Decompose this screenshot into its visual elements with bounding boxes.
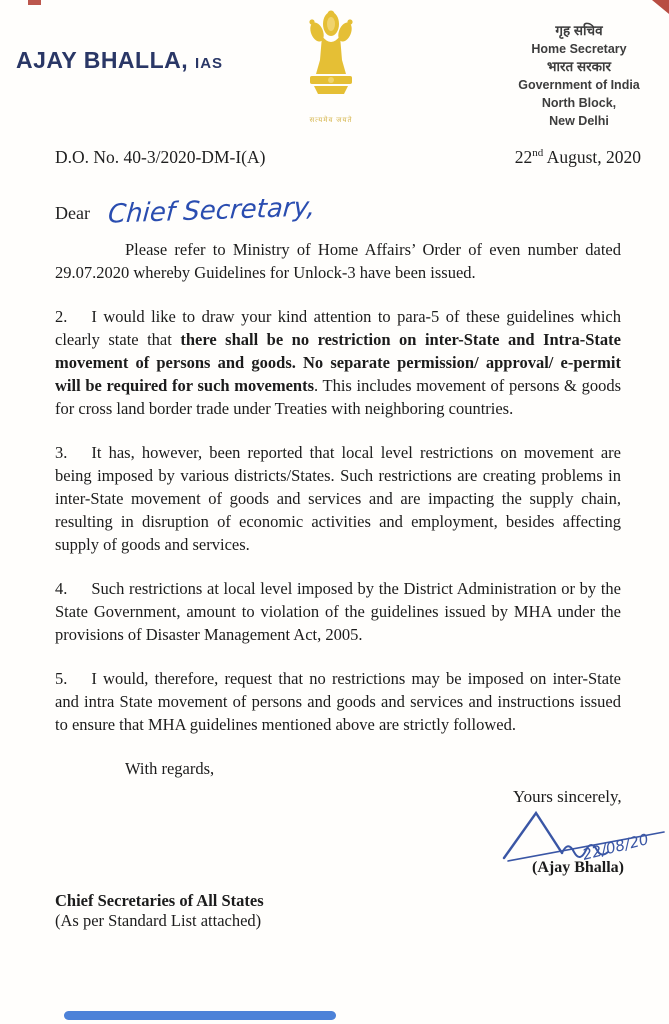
sender-name: [16, 47, 223, 74]
office-line-hindi-title: गृह सचिव: [555, 23, 603, 38]
ashoka-emblem-icon: [300, 8, 362, 110]
signature-date: 22/08/20: [580, 830, 651, 864]
paragraph-4-text: Such restrictions at local level imposed by the District Administration or by the State Government, amount to violation of the guidelines issued by MHA under the provisions of Disaster Management Act, 2005.: [55, 579, 621, 644]
paragraph-5-text: I would, therefore, request that no restrictions may be imposed on inter-State and intra State movement of persons and goods and services and instructions issued to ensure that MHA guidelines mentioned above are strictly followed.: [55, 669, 621, 734]
office-line-title: Home Secretary: [531, 42, 627, 56]
bottom-progress-bar: [64, 1011, 336, 1020]
yours-sincerely: Yours sincerely,: [513, 787, 622, 806]
addressee-block: [55, 891, 264, 931]
office-line-hindi-govt: भारत सरकार: [547, 59, 611, 74]
with-regards: With regards,: [125, 759, 215, 778]
paragraph-4: [55, 577, 621, 646]
sender-name-text: AJAY BHALLA,: [16, 47, 189, 73]
date-rest: August, 2020: [543, 147, 641, 167]
reference-line: [55, 147, 641, 168]
signature-block: [496, 806, 669, 877]
emblem-motto: सत्यमेव जयते: [309, 117, 353, 124]
paragraph-2-post: . This includes movement of persons & goods for cross land border trade under Treaties with neighboring countries.: [55, 376, 621, 418]
date-day: 22: [514, 147, 533, 167]
red-corner-mark-right: [652, 0, 669, 14]
paragraph-3: [55, 441, 621, 556]
paragraph-3-text: It has, however, been reported that local level restrictions on movement are being imposed by various districts/States. Such restrictions are creating problems in inter-State movement of goods and services and are impacting the supply chain, resulting in disruption of economic activities and employment, besides affecting supply of goods and services.: [55, 443, 621, 554]
office-line-city: New Delhi: [549, 114, 609, 128]
date-suffix: nd: [532, 147, 544, 160]
paragraph-2-number: 2.: [55, 307, 68, 326]
paragraph-4-number: 4.: [55, 579, 68, 598]
office-line-govt: Government of India: [518, 78, 640, 92]
attachment-note: (As per Standard List attached): [55, 911, 262, 930]
paragraph-5: [55, 667, 621, 736]
red-corner-mark-left: [28, 0, 41, 5]
paragraph-2-bold: there shall be no restriction on inter-State and Intra-State movement of persons and goods. No separate permission/ approval/ e-permit will be required for such movements: [55, 330, 621, 395]
paragraph-5-number: 5.: [55, 669, 68, 688]
letter-body: [55, 238, 621, 801]
do-number: D.O. No. 40-3/2020-DM-I(A): [55, 147, 266, 167]
salutation: [55, 192, 317, 230]
addressee: Chief Secretaries of All States: [55, 891, 264, 910]
salutation-handwritten: Chief Secretary,: [106, 192, 317, 230]
paragraph-1: Please refer to Ministry of Home Affairs’ Order of even number dated 29.07.2020 whereby Guidelines for Unlock-3 have been issued.: [55, 240, 621, 282]
paragraph-2: [55, 305, 621, 420]
office-line-block: North Block,: [541, 96, 617, 110]
letter-date: [515, 147, 641, 168]
national-emblem: [296, 8, 366, 125]
paragraph-3-number: 3.: [55, 443, 68, 462]
paragraph-2-pre: I would like to draw your kind attention to para-5 of these guidelines which clearly state that: [55, 307, 621, 349]
salutation-printed: Dear: [55, 203, 90, 223]
office-address-block: [499, 22, 659, 130]
signatory-name: (Ajay Bhalla): [532, 859, 624, 876]
sender-rank: IAS: [195, 55, 224, 72]
